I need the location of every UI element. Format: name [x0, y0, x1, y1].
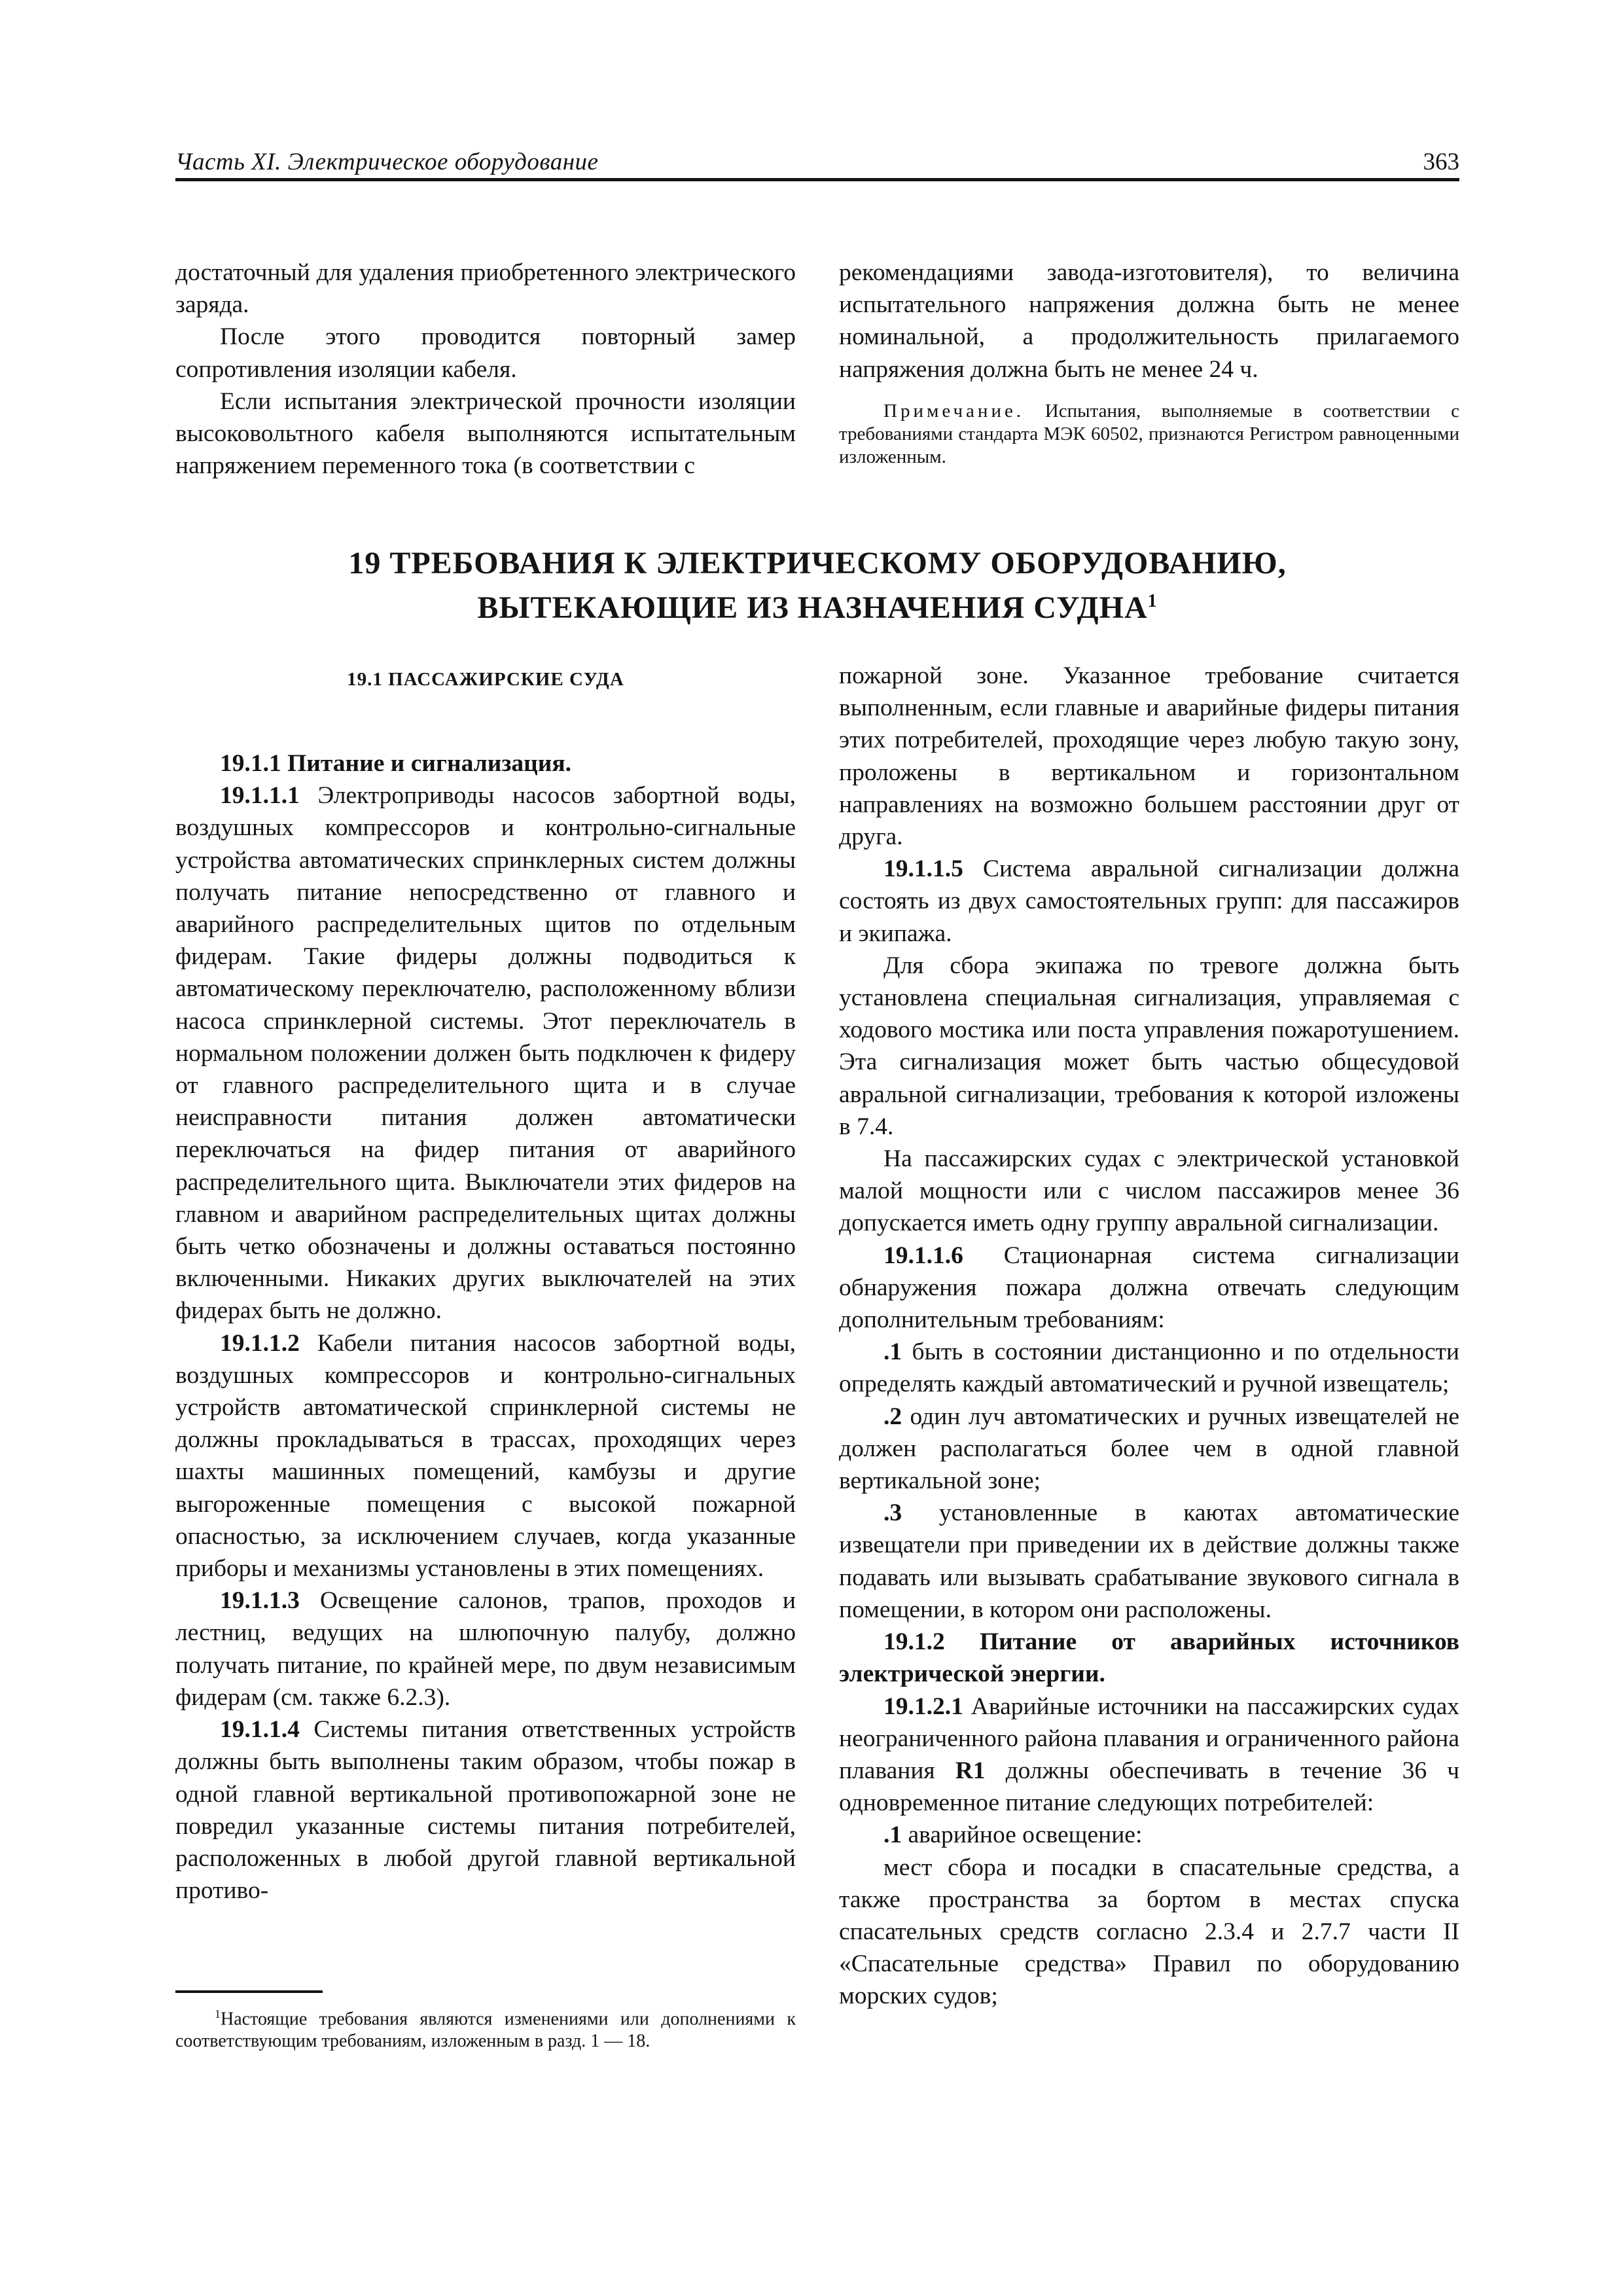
footnote-mark: 1: [1147, 591, 1158, 611]
right-column: [839, 660, 1459, 2013]
paragraph: Для сбора экипажа по тревоге должна быть установлена специальная сигнализация, управляемая с ходового мостика или поста управления пожаротушением. Эта сигнализация может быть частью общесудовой авральной сигнализации, требования к которой изложены в 7.4.: [839, 952, 1459, 1140]
footnote-mark: 1: [215, 2007, 221, 2020]
footnote-rule: [175, 1990, 323, 1993]
left-column: [175, 747, 796, 1907]
list-item: .2 один луч автоматических и ручных извещателей не должен располагаться более чем в одной главной вертикальной зоне;: [839, 1403, 1459, 1495]
paragraph: 19.1.1.3 Освещение салонов, трапов, проходов и лестниц, ведущих на шлюпочную палубу, должно получать питание, по крайней мере, по двум независимым фидерам (см. также 6.2.3).: [175, 1587, 796, 1711]
list-item: .1 аварийное освещение:: [883, 1821, 1143, 1849]
page-number: 363: [1423, 149, 1459, 175]
paragraph: Если испытания электрической прочности изоляции высоковольтного кабеля выполняются испытательным напряжением переменного тока (в соответствии с: [175, 387, 796, 480]
top-right-column: [839, 257, 1459, 469]
list-item: .1 быть в состоянии дистанционно и по отдельности определять каждый автоматический и ручной извещатель;: [839, 1338, 1459, 1398]
paragraph: пожарной зоне. Указанное требование считается выполненным, если главные и аварийные фидеры питания этих потребителей, проходящие через любую такую зону, проложены в вертикальном и горизонтальном направлениях на возможно большем расстоянии друг от друга.: [839, 662, 1459, 851]
paragraph: 19.1.1.5 Система авральной сигнализации должна состоять из двух самостоятельных групп: для пассажиров и экипажа.: [839, 855, 1460, 947]
running-header: [175, 145, 1459, 179]
heading: 19.1.2 Питание от аварийных источников электрической энергии.: [839, 1628, 1459, 1688]
section-title: [175, 545, 1459, 627]
paragraph: 19.1.1.6 Стационарная система сигнализации обнаружения пожара должна отвечать следующим дополнительным требованиям:: [839, 1242, 1459, 1334]
paragraph: 19.1.1.4 Системы питания ответственных устройств должны быть выполнены таким образом, чтобы пожар в одной главной вертикальной противопожарной зоне не повредил указанные системы питания потребителей, расположенных в любой другой главной вертикальной противо-: [175, 1716, 796, 1905]
footnote: [175, 2003, 796, 2053]
heading: 19.1.1 Питание и сигнализация.: [220, 750, 572, 777]
running-title: Часть XI. Электрическое оборудование: [175, 149, 599, 175]
footnote-text: Настоящие требования являются изменениями или дополнениями к соответствующим требованиям, изложенным в разд. 1 — 18.: [175, 2009, 796, 2052]
paragraph: достаточный для удаления приобретенного электрического заряда.: [175, 259, 796, 319]
paragraph: мест сбора и посадки в спасательные средства, а также пространства за бортом в местах спуска спасательных средств согласно 2.3.4 и 2.7.7 части II «Спасательные средства» Правил по оборудованию морских судов;: [839, 1854, 1459, 2010]
paragraph: 19.1.2.1 Аварийные источники на пассажирских судах неограниченного района плавания и ограниченного района плавания R1 должны обеспечивать в течение 36 ч одновременное питание следующих потребителей:: [839, 1693, 1460, 1817]
paragraph: 19.1.1.2 Кабели питания насосов забортной воды, воздушных компрессоров и контрольно-сигнальных устройств автоматической спринклерной системы не должны прокладываться в трассах, проходящих через шахты машинных помещений, камбузы и другие выгороженные помещения с высокой пожарной опасностью, за исключением случаев, когда указанные приборы и механизмы установлены в этих помещениях.: [175, 1329, 796, 1583]
note: [839, 400, 1459, 469]
section-title-line: ВЫТЕКАЮЩИЕ ИЗ НАЗНАЧЕНИЯ СУДНА: [477, 590, 1148, 625]
paragraph: 19.1.1.1 Электроприводы насосов забортной воды, воздушных компрессоров и контрольно-сигнальные устройства автоматических спринклерных систем должны получать питание непосредственно от главного и аварийного распределительных щитов по отдельным фидерам. Такие фидеры должны подводиться к автоматическому переключателю, расположенному вблизи насоса спринклерной системы. Этот переключатель в нормальном положении должен быть подключен к фидеру от главного распределительного щита и в случае неисправности питания должен автоматически переключаться на фидер питания от аварийного распределительного щита. Выключатели этих фидеров на главном и аварийном распределительных щитах должны быть четко обозначены и должны оставаться постоянно включенными. Никаких других выключателей на этих фидерах быть не должно.: [175, 782, 796, 1325]
top-left-column: [175, 257, 796, 482]
paragraph: рекомендациями завода-изготовителя), то величина испытательного напряжения должна быть не менее номинальной, а продолжительность прилагаемого напряжения должна быть не менее 24 ч.: [839, 259, 1459, 383]
section-title-line: 19 ТРЕБОВАНИЯ К ЭЛЕКТРИЧЕСКОМУ ОБОРУДОВАНИЮ,: [348, 546, 1287, 581]
paragraph: На пассажирских судах с электрической установкой малой мощности или с числом пассажиров менее 36 допускается иметь одну группу авральной сигнализации.: [839, 1145, 1459, 1237]
header-rule: [175, 178, 1459, 181]
list-item: .3 установленные в каютах автоматические извещатели при приведении их в действие должны также подавать или вызывать срабатывание звукового сигнала в помещении, в котором они расположены.: [839, 1499, 1460, 1623]
paragraph: После этого проводится повторный замер сопротивления изоляции кабеля.: [175, 323, 796, 383]
note-text: Испытания, выполняемые в соответствии с требованиями стандарта МЭК 60502, признаются Регистром равноценными изложенным.: [839, 400, 1460, 467]
note-label: Примечание.: [883, 400, 1025, 422]
subsection-title: 19.1 ПАССАЖИРСКИЕ СУДА: [347, 669, 624, 690]
